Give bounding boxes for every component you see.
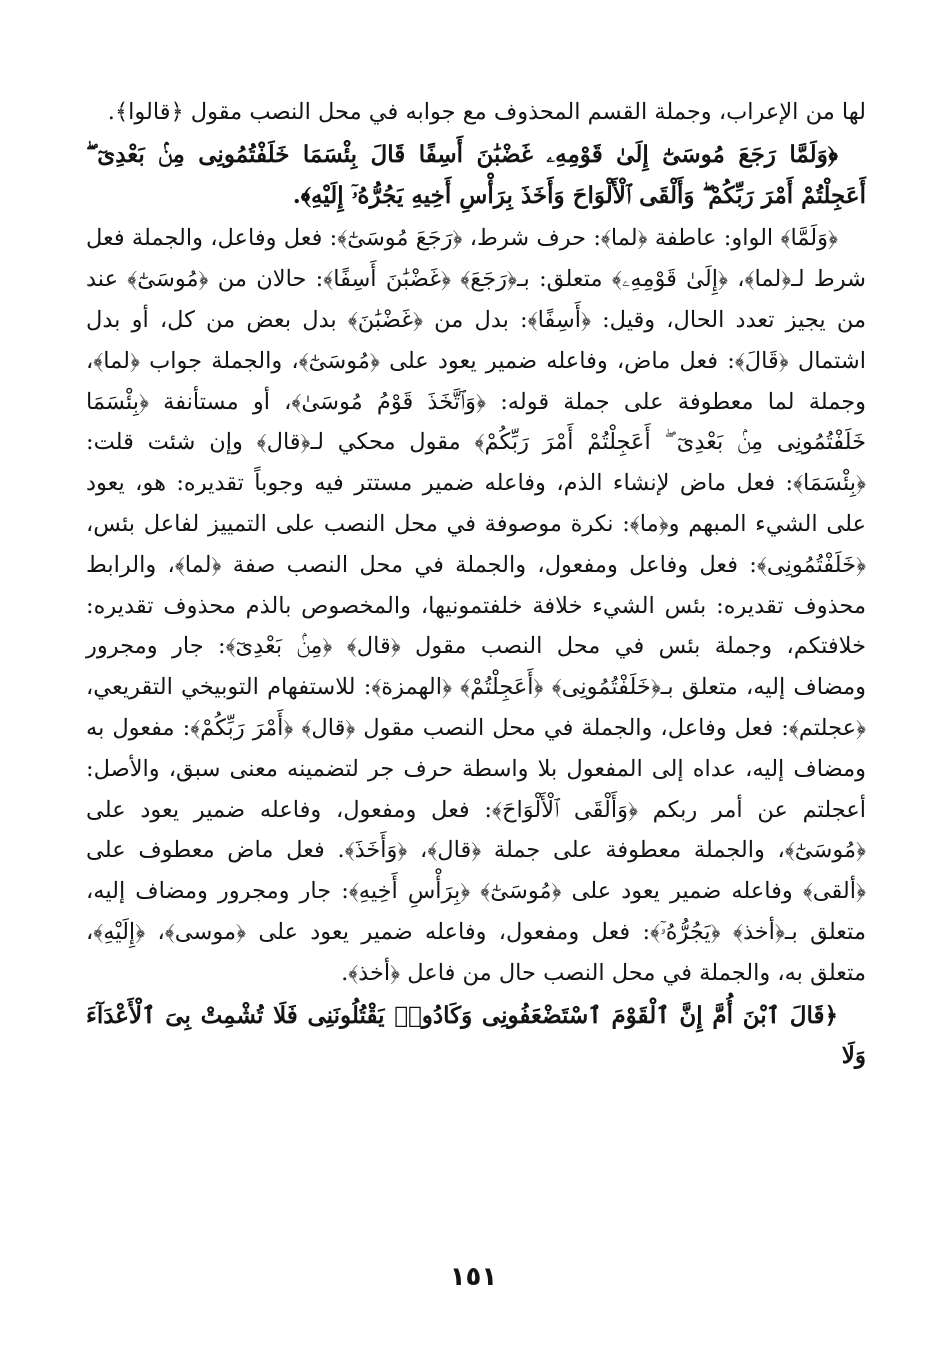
paragraph-intro: لها من الإعراب، وجملة القسم المحذوف مع جوابه في محل النصب مقول ﴿قالوا﴾.	[107, 99, 866, 125]
page-body	[86, 92, 866, 1079]
quran-verse: ﴿وَلَمَّا رَجَعَ مُوسَىٰٓ إِلَىٰ قَوْمِهِۦ غَضْبَٰنَ أَسِفًا قَالَ بِئْسَمَا خَلَفْتُمُونِى مِنۢ بَعْدِىٓ ۖ أَعَجِلْتُمْ أَمْرَ رَبِّكُمْ ۖ وَأَلْقَى ٱلْأَلْوَاحَ وَأَخَذَ بِرَأْسِ أَخِيهِ يَجُرُّهُۥٓ إِلَيْهِ﴾.	[86, 140, 866, 209]
paragraph-irab-analysis: ﴿وَلَمَّا﴾ الواو: عاطفة ﴿لما﴾: حرف شرط، ﴿رَجَعَ مُوسَىٰٓ﴾: فعل وفاعل، والجملة فعل شرط لـ﴿لما﴾، ﴿إِلَىٰ قَوْمِهِۦ﴾ متعلق: بـ﴿رَجَعَ﴾ ﴿غَضْبَٰنَ أَسِفًا﴾: حالان من ﴿مُوسَىٰٓ﴾ عند من يجيز تعدد الحال، وقيل: ﴿أَسِفًا﴾: بدل من ﴿غَضْبَٰنَ﴾ بدل بعض من كل، أو بدل اشتمال ﴿قَالَ﴾: فعل ماض، وفاعله ضمير يعود على ﴿مُوسَىٰٓ﴾، والجملة جواب ﴿لما﴾، وجملة لما معطوفة على جملة قوله: ﴿وَٱتَّخَذَ قَوْمُ مُوسَىٰ﴾، أو مستأنفة ﴿بِئْسَمَا خَلَفْتُمُونِى مِنۢ بَعْدِىٓ ۖ أَعَجِلْتُمْ أَمْرَ رَبِّكُمْ﴾ مقول محكي لـ﴿قال﴾ وإن شئت قلت: ﴿بِئْسَمَا﴾: فعل ماض لإنشاء الذم، وفاعله ضمير مستتر فيه وجوباً تقديره: هو، يعود على الشيء المبهم و﴿ما﴾: نكرة موصوفة في محل النصب على التمييز لفاعل بئس، ﴿خَلَفْتُمُونِى﴾: فعل وفاعل ومفعول، والجملة في محل النصب صفة ﴿لما﴾، والرابط محذوف تقديره: بئس الشيء خلافة خلفتمونيها، والمخصوص بالذم محذوف تقديره: خلافتكم، وجملة بئس في محل النصب مقول ﴿قال﴾ ﴿مِنۢ بَعْدِىٓ﴾: جار ومجرور ومضاف إليه، متعلق بـ﴿خَلَفْتُمُونِى﴾ ﴿أَعَجِلْتُمْ﴾ ﴿الهمزة﴾: للاستفهام التوبيخي التقريعي، ﴿عجلتم﴾: فعل وفاعل، والجملة في محل النصب مقول ﴿قال﴾ ﴿أَمْرَ رَبِّكُمْ﴾: مفعول به ومضاف إليه، عداه إلى المفعول بلا واسطة حرف جر لتضمينه معنى سبق، والأصل: أعجلتم عن أمر ربكم ﴿وَأَلْقَى ٱلْأَلْوَاحَ﴾: فعل ومفعول، وفاعله ضمير يعود على ﴿مُوسَىٰٓ﴾، والجملة معطوفة على جملة ﴿قال﴾، ﴿وَأَخَذَ﴾. فعل ماض معطوف على ﴿ألقى﴾ وفاعله ضمير يعود على ﴿مُوسَىٰٓ﴾ ﴿بِرَأْسِ أَخِيهِ﴾: جار ومجرور ومضاف إليه، متعلق بـ﴿أخذ﴾ ﴿يَجُرُّهُۥٓ﴾: فعل ومفعول، وفاعله ضمير يعود على ﴿موسى﴾، ﴿إِلَيْهِ﴾، متعلق به، والجملة في محل النصب حال من فاعل ﴿أخذ﴾.	[86, 225, 866, 986]
quran-verse-next: ﴿قَالَ ٱبْنَ أُمَّ إِنَّ ٱلْقَوْمَ ٱسْتَضْعَفُونِى وَكَادُوا۟ يَقْتُلُونَنِى فَلَا تُشْمِتْ بِىَ ٱلْأَعْدَآءَ وَلَا	[86, 1001, 866, 1070]
page-number: ١٥١	[449, 1262, 498, 1292]
